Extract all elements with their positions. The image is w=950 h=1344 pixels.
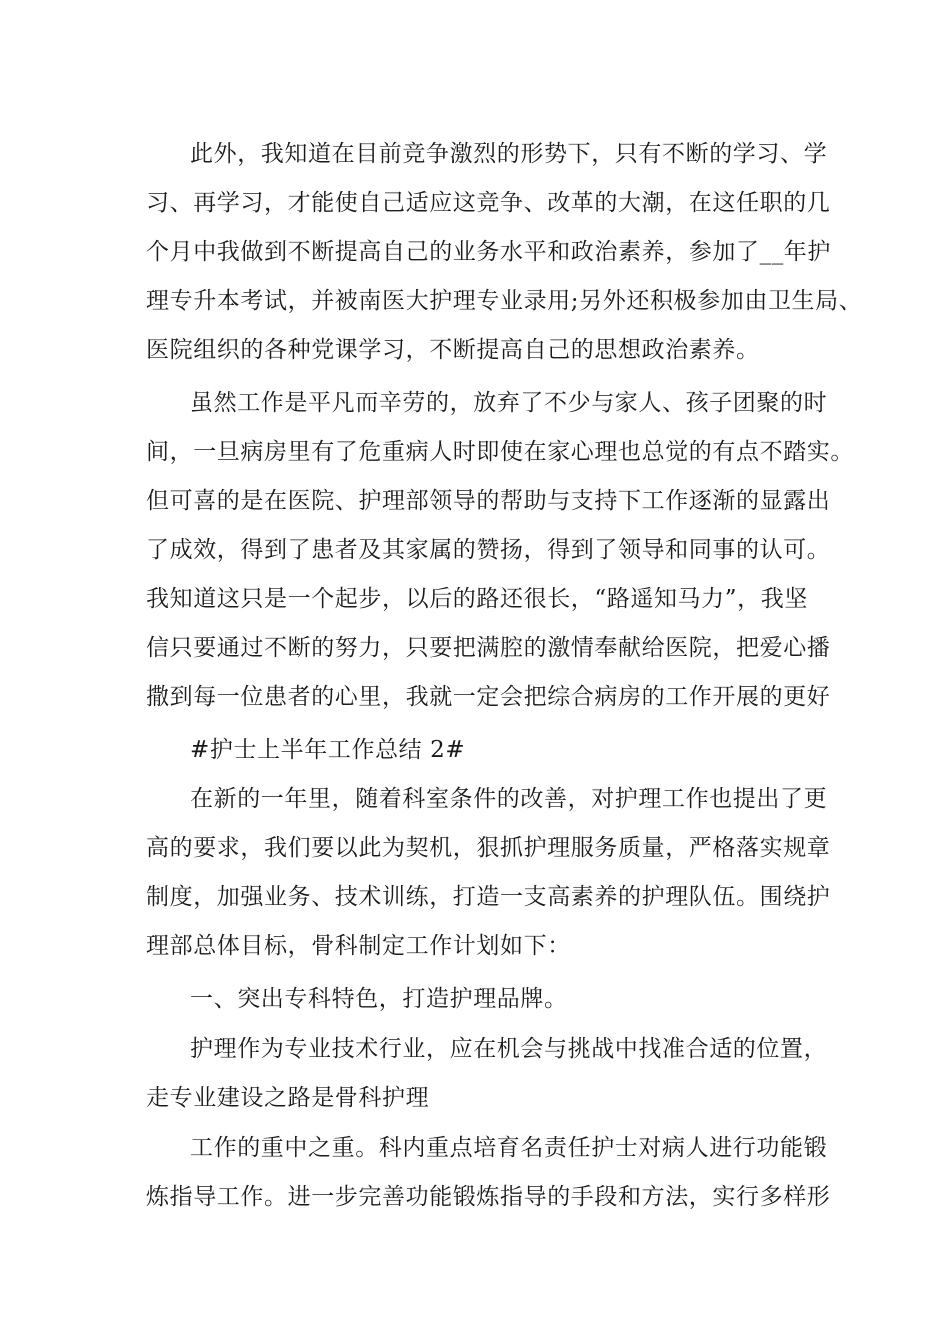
paragraph-line: 撒到每一位患者的心里，我就一定会把综合病房的工作开展的更好 xyxy=(146,684,831,710)
paragraph-line: 医院组织的各种党课学习，不断提高自己的思想政治素养。 xyxy=(146,337,760,363)
paragraph-line: 护理作为专业技术行业，应在机会与挑战中找准合适的位置， xyxy=(190,1036,828,1062)
paragraph-line: 我知道这只是一个起步，以后的路还很长，“路遥知马力”，我坚 xyxy=(146,586,808,612)
paragraph-line: 走专业建设之路是骨科护理 xyxy=(146,1085,430,1111)
paragraph-line: 炼指导工作。进一步完善功能锻炼指导的手段和方法，实行多样形 xyxy=(146,1184,831,1210)
paragraph-line: 了成效，得到了患者及其家属的赞扬，得到了领导和同事的认可。 xyxy=(146,537,831,563)
subsection-heading: 一、突出专科特色，打造护理品牌。 xyxy=(190,986,568,1012)
paragraph-line: 高的要求，我们要以此为契机，狠抓护理服务质量，严格落实规章 xyxy=(146,835,831,861)
paragraph-line: 此外，我知道在目前竞争激烈的形势下，只有不断的学习、学 xyxy=(190,141,828,167)
section-heading: #护士上半年工作总结 2# xyxy=(190,737,466,763)
paragraph-line: 信只要通过不断的努力，只要把满腔的激情奉献给医院，把爱心播 xyxy=(146,635,831,661)
paragraph-line: 间，一旦病房里有了危重病人时即使在家心理也总觉的有点不踏实。 xyxy=(146,439,854,465)
paragraph-line: 工作的重中之重。科内重点培育名责任护士对病人进行功能锻 xyxy=(190,1135,828,1161)
paragraph-line: 制度，加强业务、技术训练，打造一支高素养的护理队伍。围绕护 xyxy=(146,884,831,910)
paragraph-line: 个月中我做到不断提高自己的业务水平和政治素养，参加了__年护 xyxy=(146,239,831,265)
paragraph-line: 虽然工作是平凡而辛劳的，放弃了不少与家人、孩子团聚的时 xyxy=(190,390,828,416)
paragraph-line: 理专升本考试，并被南医大护理专业录用;另外还积极参加由卫生局、 xyxy=(146,288,863,314)
paragraph-line: 理部总体目标，骨科制定工作计划如下： xyxy=(146,933,571,959)
paragraph-line: 在新的一年里，随着科室条件的改善，对护理工作也提出了更 xyxy=(190,786,828,812)
paragraph-line: 但可喜的是在医院、护理部领导的帮助与支持下工作逐渐的显露出 xyxy=(146,488,831,514)
paragraph-line: 习、再学习，才能使自己适应这竞争、改革的大潮，在这任职的几 xyxy=(146,190,831,216)
